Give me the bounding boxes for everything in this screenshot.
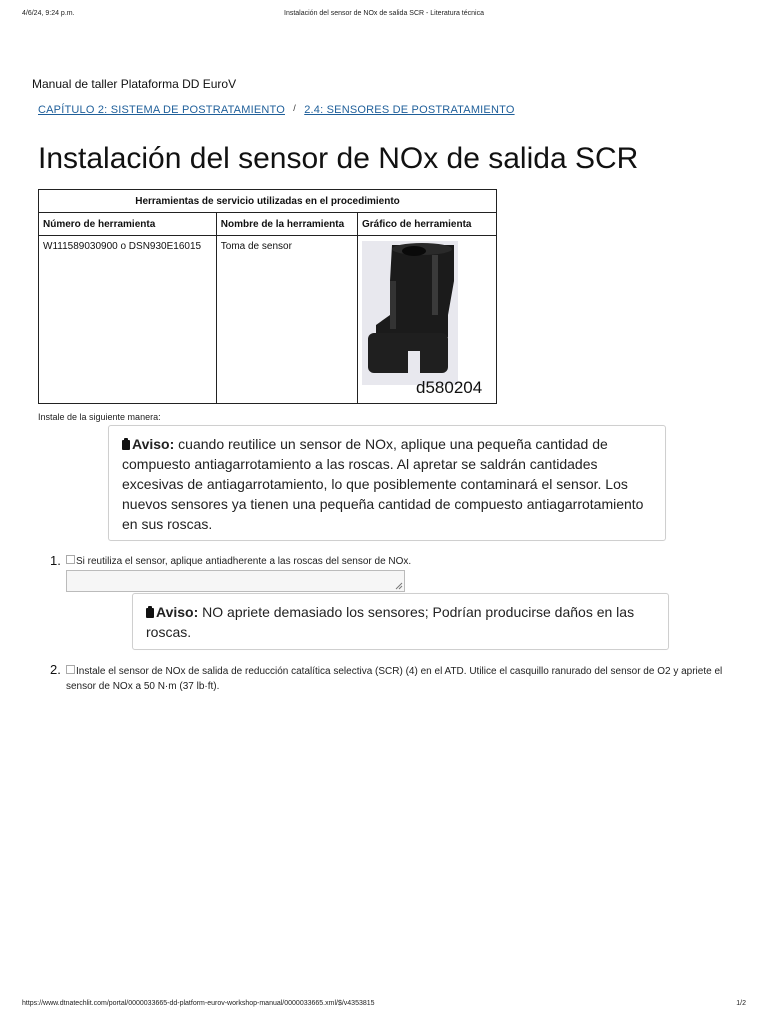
notice-label: Aviso: — [156, 604, 199, 620]
step-number: 2. — [50, 662, 61, 677]
notice-text: NO apriete demasiado los sensores; Podrían producirse daños en las roscas. — [146, 604, 635, 640]
notice-box-antiseize — [108, 425, 666, 541]
step-checkbox[interactable] — [66, 665, 75, 674]
resize-grip-icon[interactable] — [395, 582, 403, 590]
clipboard-icon — [122, 440, 130, 450]
step-text: Si reutiliza el sensor, aplique antiadherente a las roscas del sensor de NOx. — [76, 556, 412, 567]
print-document-title: Instalación del sensor de NOx de salida SCR - Literatura técnica — [284, 10, 484, 17]
step-text: Instale el sensor de NOx de salida de reducción catalítica selectiva (SCR) (4) en el ATD. Utilice el casquillo ranurado del sensor de O2 y apriete el sensor de NOx a 50 N·m (37 lb·ft). — [66, 666, 723, 692]
notice-label: Aviso: — [132, 436, 175, 452]
column-header-tool-graphic: Gráfico de herramienta — [358, 213, 497, 236]
print-date: 4/6/24, 9:24 p.m. — [22, 10, 75, 17]
intro-text: Instale de la siguiente manera: — [38, 412, 161, 422]
notice-box-overtighten — [132, 593, 669, 650]
breadcrumb — [38, 104, 515, 116]
list-item — [50, 553, 412, 568]
tool-graphic-cell — [358, 236, 497, 404]
list-item — [50, 662, 726, 694]
print-page-number: 1/2 — [736, 1000, 746, 1007]
breadcrumb-section-link[interactable]: 2.4: SENSORES DE POSTRATAMIENTO — [304, 104, 515, 116]
breadcrumb-chapter-link[interactable]: CAPÍTULO 2: SISTEMA DE POSTRATAMIENTO — [38, 104, 285, 116]
tools-table-caption: Herramientas de servicio utilizadas en el procedimiento — [39, 190, 497, 213]
tool-graphic-label: d580204 — [416, 378, 483, 397]
notice-text: cuando reutilice un sensor de NOx, aplique una pequeña cantidad de compuesto antiagarrotamiento a las roscas. Al apretar se saldrán cantidades excesivas de antiagarrotamiento, lo que posiblemente contaminará el sensor. Los nuevos sensores ya tienen una pequeña cantidad de compuesto antiagarrotamiento en sus roscas. — [122, 436, 644, 532]
table-row — [39, 236, 497, 404]
sensor-socket-illustration-icon — [362, 241, 492, 397]
tool-name-cell: Toma de sensor — [216, 236, 357, 404]
tools-table — [38, 189, 497, 404]
print-url: https://www.dtnatechlit.com/portal/0000033665-dd-platform-eurov-workshop-manual/0000033665.xml/$/v4353815 — [22, 1000, 375, 1007]
manual-name: Manual de taller Plataforma DD EuroV — [32, 77, 237, 91]
breadcrumb-separator: / — [293, 103, 296, 113]
tool-number-cell: W111589030900 o DSN930E16015 — [39, 236, 217, 404]
step-checkbox[interactable] — [66, 555, 75, 564]
clipboard-icon — [146, 608, 154, 618]
column-header-tool-number: Número de herramienta — [39, 213, 217, 236]
page-title: Instalación del sensor de NOx de salida SCR — [38, 142, 639, 175]
step-notes-textarea[interactable] — [66, 570, 405, 592]
column-header-tool-name: Nombre de la herramienta — [216, 213, 357, 236]
print-footer — [22, 1000, 746, 1012]
print-header — [22, 10, 746, 22]
step-number: 1. — [50, 553, 61, 568]
